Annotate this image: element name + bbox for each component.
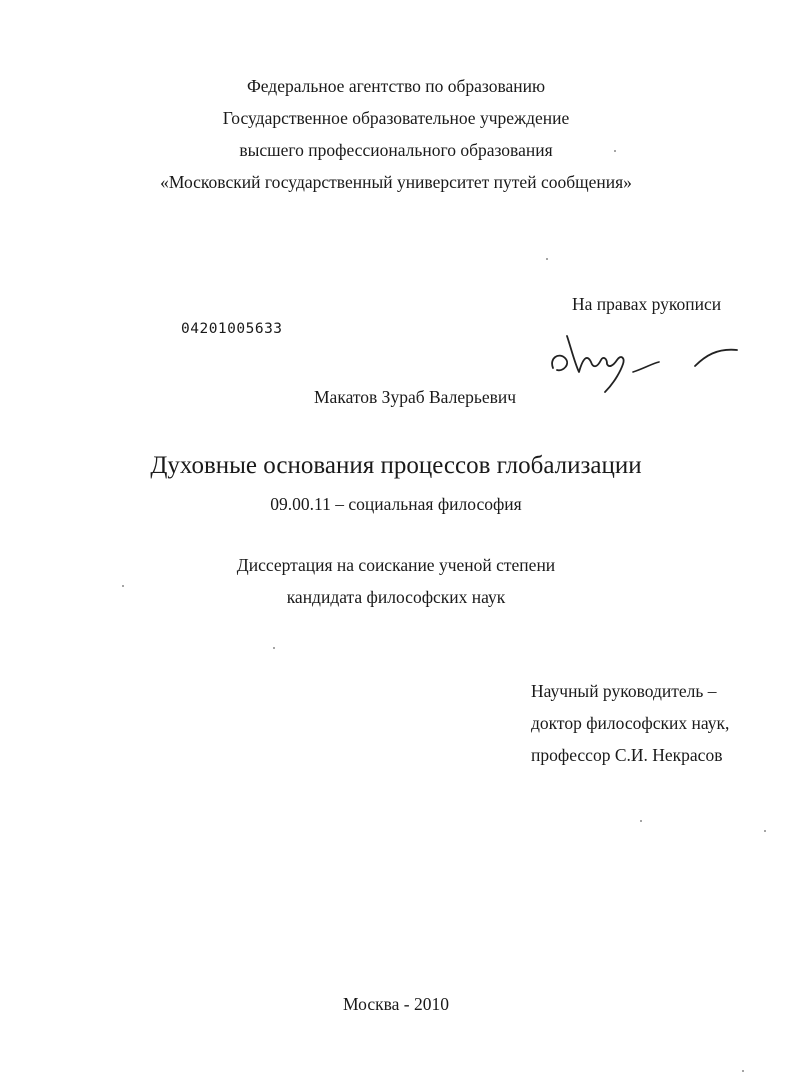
institution-type-line: Государственное образовательное учреждение (222, 108, 570, 128)
scan-speck (764, 830, 766, 832)
handwritten-signature (545, 328, 745, 398)
scan-speck (273, 647, 275, 649)
agency-line: Федеральное агентство по образованию (246, 76, 546, 96)
author-name: Макатов Зураб Валерьевич (314, 387, 517, 407)
education-level-line: высшего профессионального образования (239, 140, 553, 160)
city-year: Москва - 2010 (343, 994, 449, 1014)
degree-line-1: Диссертация на соискание ученой степени (236, 555, 556, 575)
scan-speck (546, 258, 548, 260)
specialty-line: 09.00.11 – социальная философия (270, 494, 522, 514)
scan-speck (742, 1070, 744, 1072)
university-line: «Московский государственный университет путей сообщения» (160, 172, 632, 192)
supervisor-degree: доктор философских наук, (531, 713, 730, 733)
scan-speck (614, 150, 616, 152)
dissertation-title: Духовные основания процессов глобализации (150, 452, 642, 479)
scan-speck (640, 820, 642, 822)
supervisor-name: профессор С.И. Некрасов (531, 745, 723, 765)
degree-line-2: кандидата философских наук (286, 587, 506, 607)
manuscript-note: На правах рукописи (572, 294, 722, 314)
scan-speck (122, 585, 124, 587)
registry-number: 04201005633 (181, 321, 283, 337)
supervisor-label: Научный руководитель – (531, 681, 717, 701)
